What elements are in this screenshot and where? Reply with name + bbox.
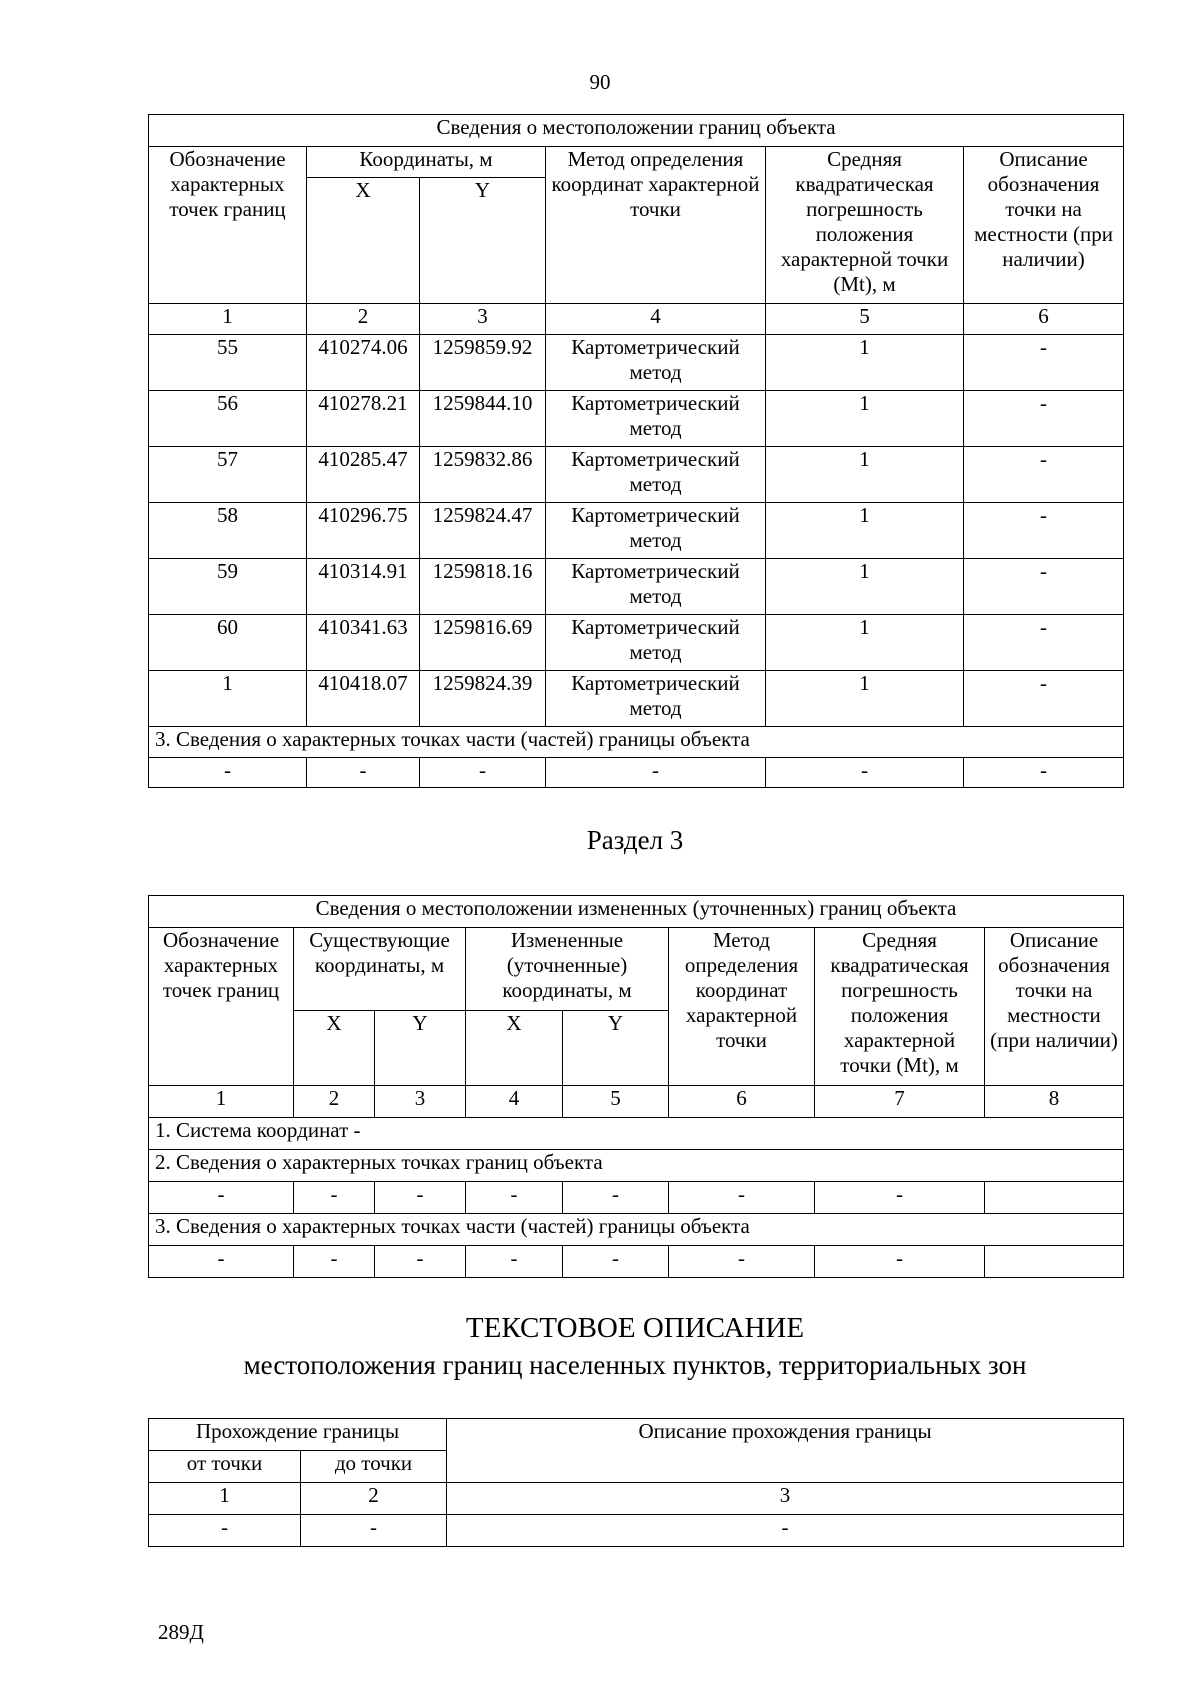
desc-cell: -: [964, 615, 1124, 671]
point-cell: 58: [149, 503, 307, 559]
desc-cell: -: [964, 671, 1124, 727]
desc-cell: -: [964, 559, 1124, 615]
method-cell: Картометрический метод: [546, 503, 766, 559]
point-cell: 55: [149, 335, 307, 391]
col-number: 1: [149, 304, 307, 335]
point-cell: 1: [149, 671, 307, 727]
header-from: от точки: [149, 1451, 301, 1483]
col-number: 4: [466, 1086, 563, 1118]
table-title: Сведения о местоположении измененных (уточненных) границ объекта: [149, 896, 1124, 928]
x-cell: 410341.63: [307, 615, 420, 671]
header-changed: Измененные (уточненные) координаты, м: [466, 928, 669, 1011]
empty-cell: -: [149, 1182, 294, 1214]
y-cell: 1259844.10: [420, 391, 546, 447]
error-cell: 1: [766, 615, 964, 671]
method-cell: Картометрический метод: [546, 671, 766, 727]
y-cell: 1259832.86: [420, 447, 546, 503]
y-cell: 1259824.47: [420, 503, 546, 559]
error-cell: 1: [766, 671, 964, 727]
method-cell: Картометрический метод: [546, 335, 766, 391]
col-number: 5: [766, 304, 964, 335]
column-number-row: [149, 304, 1124, 335]
empty-cell: -: [420, 758, 546, 788]
table-row: [149, 503, 1124, 559]
col-number: 2: [294, 1086, 375, 1118]
header-y: Y: [375, 1011, 466, 1086]
empty-cell: -: [669, 1246, 815, 1278]
header-error: Средняя квадратическая погрешность положения характерной точки (Mt), м: [815, 928, 985, 1086]
table-row: [149, 1515, 1124, 1547]
section-title: Раздел 3: [586, 825, 684, 855]
col-number: 8: [985, 1086, 1124, 1118]
text-description-subtitle: местоположения границ населенных пунктов, территориальных зон: [243, 1350, 1027, 1380]
section-label: 3. Сведения о характерных точках части (частей) границы объекта: [149, 727, 1124, 758]
desc-cell: -: [964, 391, 1124, 447]
header-y: Y: [563, 1011, 669, 1086]
method-cell: Картометрический метод: [546, 615, 766, 671]
header-desc: Описание обозначения точки на местности (при наличии): [985, 928, 1124, 1086]
method-cell: Картометрический метод: [546, 447, 766, 503]
desc-cell: -: [964, 447, 1124, 503]
empty-cell: -: [294, 1182, 375, 1214]
header-x: X: [307, 178, 420, 304]
table-row: [149, 671, 1124, 727]
header-method: Метод определения координат характерной точки: [669, 928, 815, 1086]
error-cell: 1: [766, 503, 964, 559]
empty-cell: -: [466, 1246, 563, 1278]
col-number: 2: [307, 304, 420, 335]
x-cell: 410418.07: [307, 671, 420, 727]
empty-cell: -: [149, 1246, 294, 1278]
empty-cell: -: [307, 758, 420, 788]
header-x: X: [466, 1011, 563, 1086]
empty-cell: -: [815, 1246, 985, 1278]
table-row: [149, 335, 1124, 391]
header-x: X: [294, 1011, 375, 1086]
table-row: [149, 1182, 1124, 1214]
header-description: Описание прохождения границы: [447, 1419, 1124, 1483]
desc-cell: -: [964, 335, 1124, 391]
empty-cell: -: [669, 1182, 815, 1214]
header-points: Обозначение характерных точек границ: [149, 147, 307, 304]
point-cell: 57: [149, 447, 307, 503]
x-cell: 410296.75: [307, 503, 420, 559]
header-y: Y: [420, 178, 546, 304]
empty-cell: -: [301, 1515, 447, 1547]
column-number-row: [149, 1483, 1124, 1515]
col-number: 5: [563, 1086, 669, 1118]
error-cell: 1: [766, 391, 964, 447]
header-desc: Описание обозначения точки на местности (при наличии): [964, 147, 1124, 304]
col-number: 3: [420, 304, 546, 335]
y-cell: 1259824.39: [420, 671, 546, 727]
header-passage: Прохождение границы: [149, 1419, 447, 1451]
text-description-title: ТЕКСТОВОЕ ОПИСАНИЕ: [465, 1312, 805, 1344]
x-cell: 410274.06: [307, 335, 420, 391]
col-number: 3: [447, 1483, 1124, 1515]
x-cell: 410278.21: [307, 391, 420, 447]
empty-cell: -: [375, 1182, 466, 1214]
empty-cell: -: [149, 1515, 301, 1547]
boundary-points-table: [148, 114, 1124, 788]
page-number: 90: [589, 70, 611, 94]
method-cell: Картометрический метод: [546, 559, 766, 615]
table-row: [149, 447, 1124, 503]
error-cell: 1: [766, 335, 964, 391]
table-row: [149, 391, 1124, 447]
header-coords: Координаты, м: [307, 147, 546, 178]
y-cell: 1259818.16: [420, 559, 546, 615]
y-cell: 1259859.92: [420, 335, 546, 391]
error-cell: 1: [766, 447, 964, 503]
x-cell: 410285.47: [307, 447, 420, 503]
empty-cell: -: [563, 1246, 669, 1278]
col-number: 6: [964, 304, 1124, 335]
col-number: 3: [375, 1086, 466, 1118]
table-row: [149, 559, 1124, 615]
y-cell: 1259816.69: [420, 615, 546, 671]
coordinate-system-label: 1. Система координат -: [149, 1118, 1124, 1150]
point-cell: 56: [149, 391, 307, 447]
section-label: 3. Сведения о характерных точках части (частей) границы объекта: [149, 1214, 1124, 1246]
table-row: [149, 615, 1124, 671]
section-label: 2. Сведения о характерных точках границ объекта: [149, 1150, 1124, 1182]
desc-cell: -: [964, 503, 1124, 559]
col-number: 1: [149, 1483, 301, 1515]
col-number: 2: [301, 1483, 447, 1515]
empty-cell: -: [815, 1182, 985, 1214]
empty-cell: -: [766, 758, 964, 788]
empty-cell: -: [563, 1182, 669, 1214]
x-cell: 410314.91: [307, 559, 420, 615]
col-number: 7: [815, 1086, 985, 1118]
header-method: Метод определения координат характерной точки: [546, 147, 766, 304]
point-cell: 60: [149, 615, 307, 671]
header-to: до точки: [301, 1451, 447, 1483]
footer-code: 289Д: [158, 1620, 204, 1644]
empty-cell: -: [149, 758, 307, 788]
point-cell: 59: [149, 559, 307, 615]
table-row: [149, 758, 1124, 788]
header-points: Обозначение характерных точек границ: [149, 928, 294, 1086]
empty-cell: -: [546, 758, 766, 788]
empty-cell: -: [294, 1246, 375, 1278]
empty-cell: [985, 1246, 1124, 1278]
method-cell: Картометрический метод: [546, 391, 766, 447]
boundary-passage-table: [148, 1418, 1124, 1547]
changed-boundaries-table: [148, 895, 1124, 1278]
empty-cell: [985, 1182, 1124, 1214]
empty-cell: -: [375, 1246, 466, 1278]
column-number-row: [149, 1086, 1124, 1118]
empty-cell: -: [447, 1515, 1124, 1547]
table-title: Сведения о местоположении границ объекта: [149, 115, 1124, 147]
empty-cell: -: [466, 1182, 563, 1214]
error-cell: 1: [766, 559, 964, 615]
col-number: 1: [149, 1086, 294, 1118]
col-number: 6: [669, 1086, 815, 1118]
header-error: Средняя квадратическая погрешность положения характерной точки (Mt), м: [766, 147, 964, 304]
empty-cell: -: [964, 758, 1124, 788]
header-existing: Существующие координаты, м: [294, 928, 466, 1011]
table-row: [149, 1246, 1124, 1278]
col-number: 4: [546, 304, 766, 335]
